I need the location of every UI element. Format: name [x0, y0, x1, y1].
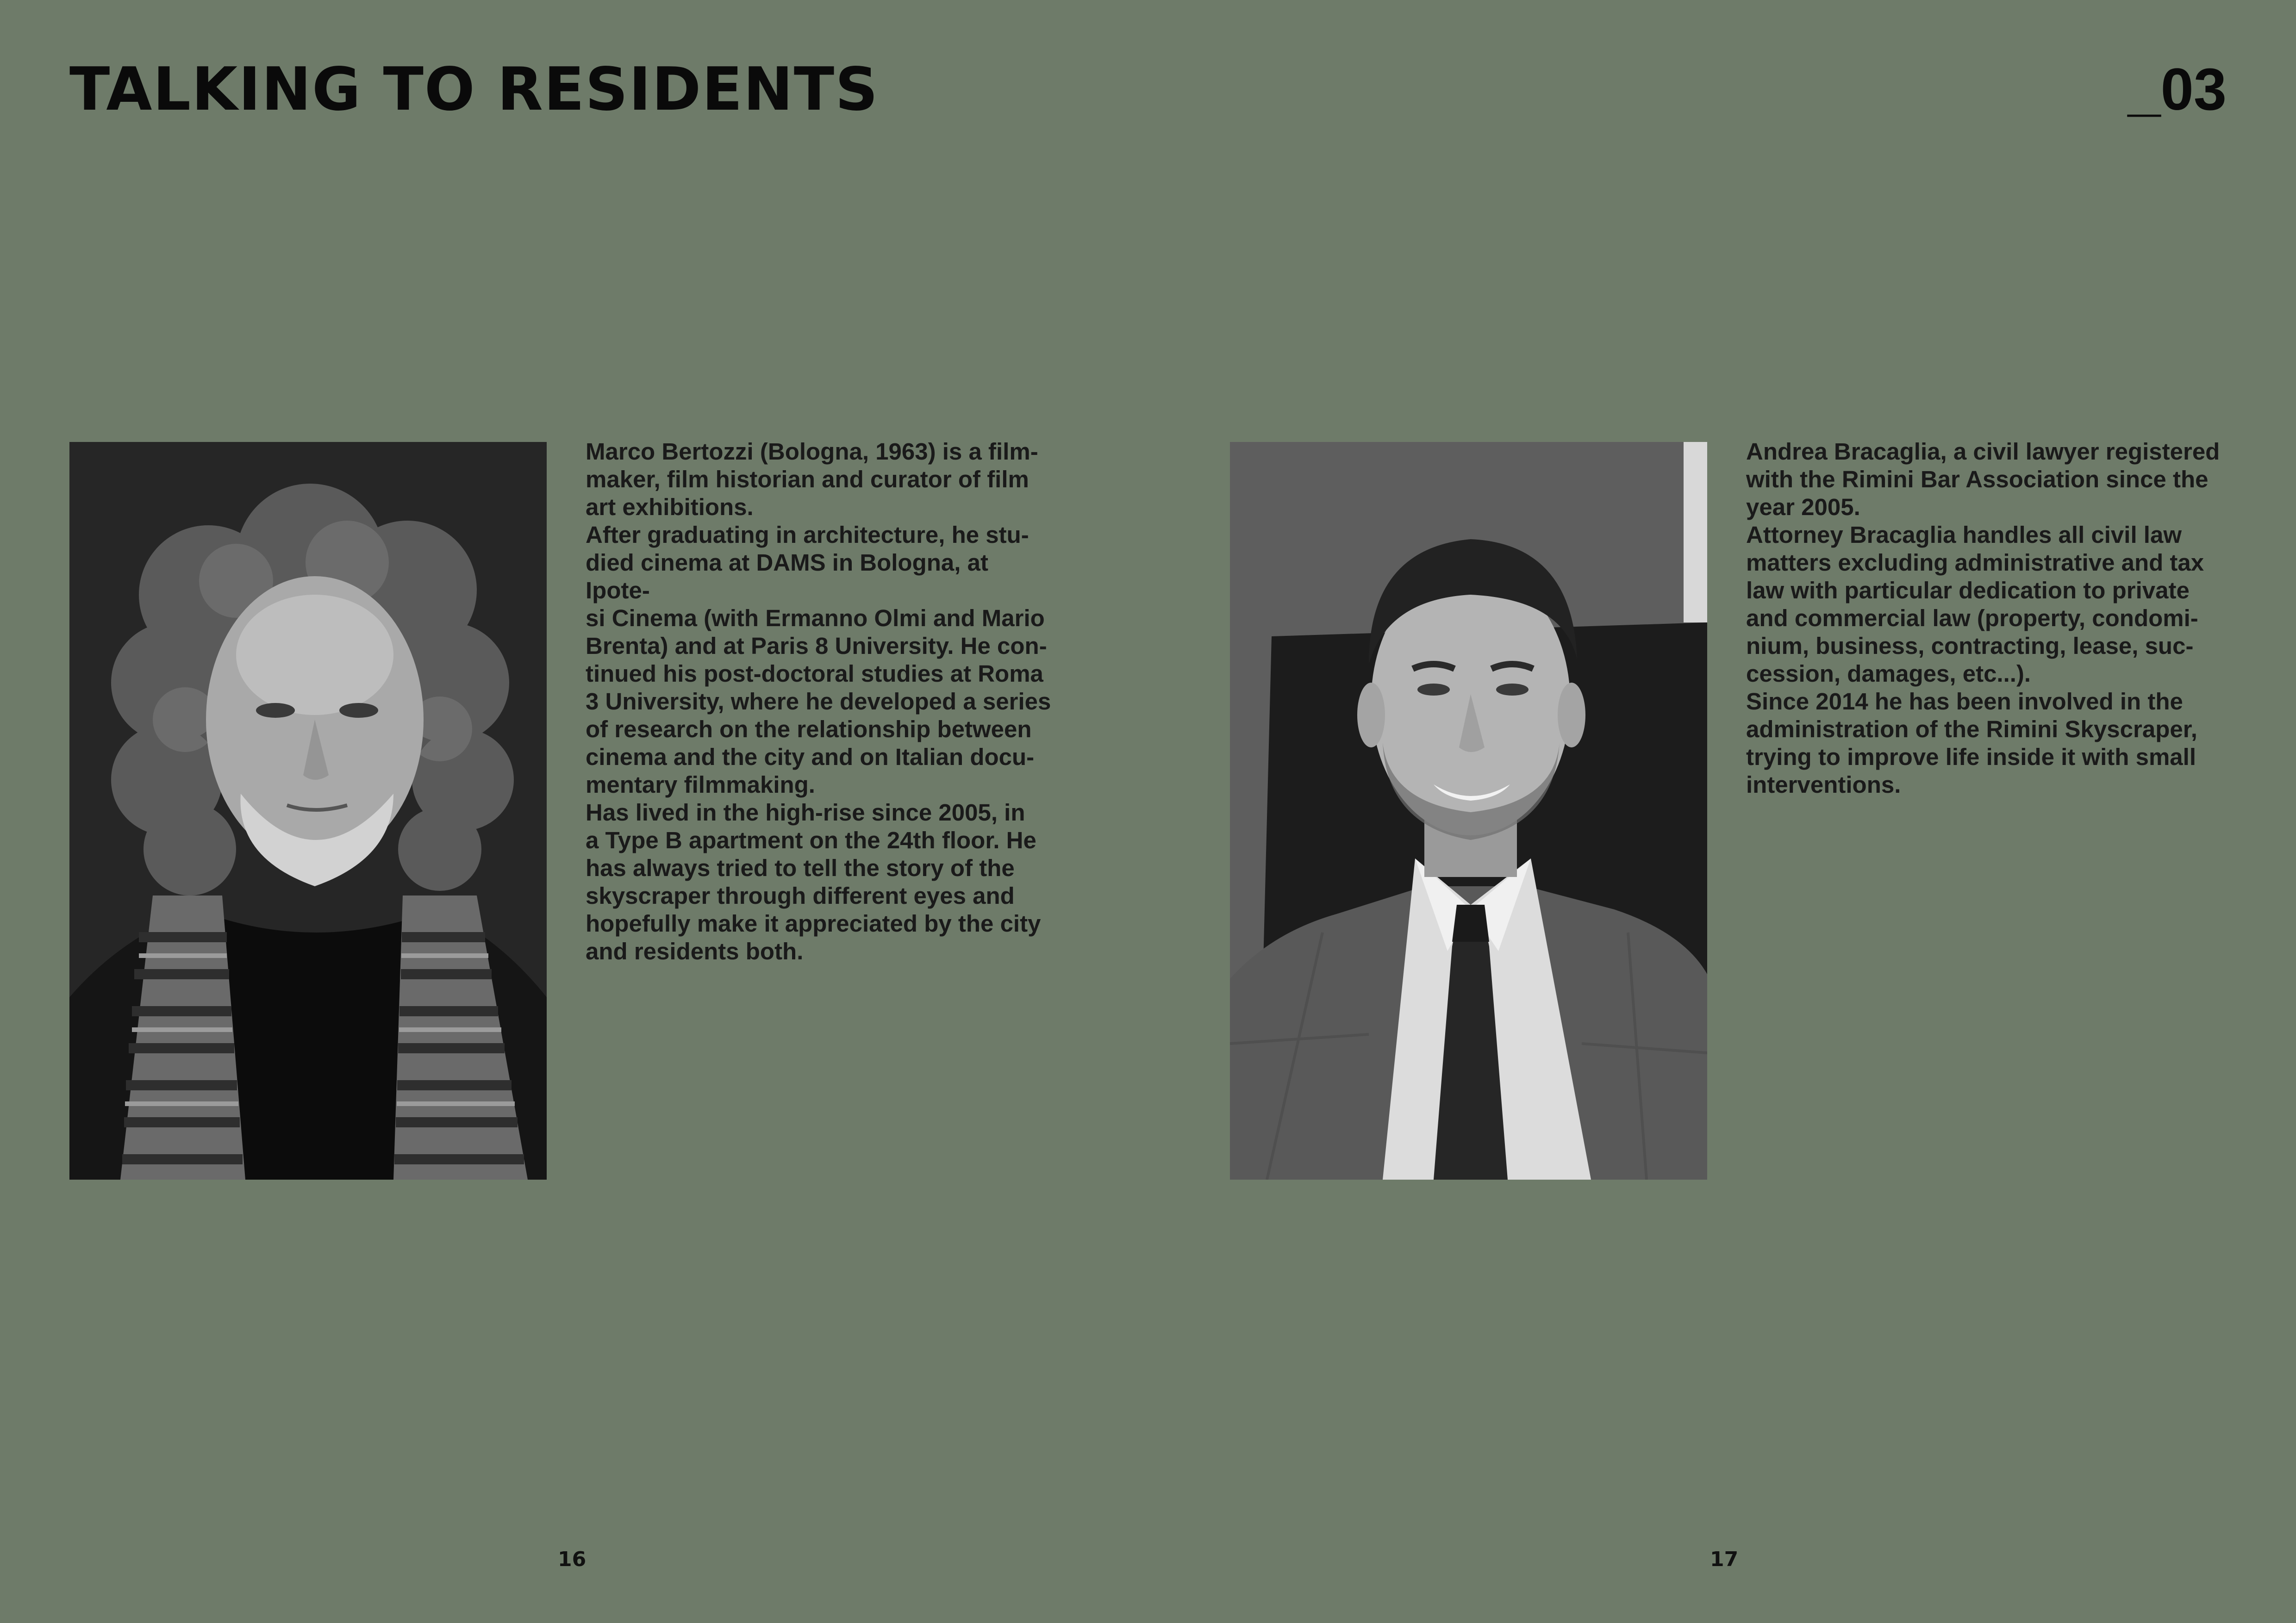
- bio-line: matters excluding administrative and tax: [1746, 549, 2204, 576]
- bio-line: Since 2014 he has been involved in the: [1746, 688, 2183, 715]
- bio-line: cession, damages, etc...).: [1746, 660, 2031, 687]
- bio-line: hopefully make it appreciated by the city: [586, 910, 1041, 937]
- bio-line: trying to improve life inside it with small: [1746, 744, 2196, 770]
- bio-line: cinema and the city and on Italian docu-: [586, 744, 1035, 770]
- bio-line: Andrea Bracaglia, a civil lawyer registered: [1746, 438, 2220, 465]
- page-title: TALKING TO RESIDENTS: [69, 55, 879, 124]
- bio-line: and commercial law (property, condomi-: [1746, 605, 2198, 631]
- page-number-right: 17: [1710, 1548, 1739, 1571]
- portrait-photo-andrea-bracaglia: [1230, 442, 1707, 1180]
- bio-line: of research on the relationship between: [586, 716, 1032, 742]
- page-number-left: 16: [558, 1548, 586, 1571]
- bio-line: year 2005.: [1746, 494, 1860, 520]
- bio-line: and residents both.: [586, 938, 804, 964]
- bio-line: skyscraper through different eyes and: [586, 883, 1015, 909]
- portrait-photo-marco-bertozzi: [69, 442, 547, 1180]
- bio-line: mentary filmmaking.: [586, 771, 815, 798]
- bio-line: After graduating in architecture, he stu-: [586, 522, 1029, 548]
- bio-line: Has lived in the high-rise since 2005, in: [586, 799, 1025, 826]
- bio-line: Marco Bertozzi (Bologna, 1963) is a film-: [586, 438, 1038, 465]
- bio-line: law with particular dedication to private: [1746, 577, 2190, 603]
- bio-line: 3 University, where he developed a series: [586, 688, 1051, 715]
- bio-line: administration of the Rimini Skyscraper,: [1746, 716, 2197, 742]
- bio-line: art exhibitions.: [586, 494, 754, 520]
- portrait-man-curly-hair-icon: [69, 442, 547, 1180]
- bio-line: died cinema at DAMS in Bologna, at Ipote-: [586, 549, 988, 603]
- bio-line: tinued his post-doctoral studies at Roma: [586, 660, 1043, 687]
- bio-line: with the Rimini Bar Association since the: [1746, 466, 2209, 492]
- bio-andrea-bracaglia: [1746, 438, 2237, 799]
- bio-line: Attorney Bracaglia handles all civil law: [1746, 522, 2182, 548]
- section-number: _03: [2128, 56, 2227, 123]
- bio-line: has always tried to tell the story of the: [586, 855, 1015, 881]
- bio-line: si Cinema (with Ermanno Olmi and Mario: [586, 605, 1045, 631]
- bio-line: interventions.: [1746, 771, 1901, 798]
- bio-marco-bertozzi: [586, 438, 1058, 965]
- portrait-man-suit-icon: [1230, 442, 1707, 1180]
- bio-line: a Type B apartment on the 24th floor. He: [586, 827, 1036, 853]
- bio-line: maker, film historian and curator of film: [586, 466, 1029, 492]
- bio-line: nium, business, contracting, lease, suc-: [1746, 633, 2194, 659]
- bio-line: Brenta) and at Paris 8 University. He con-: [586, 633, 1047, 659]
